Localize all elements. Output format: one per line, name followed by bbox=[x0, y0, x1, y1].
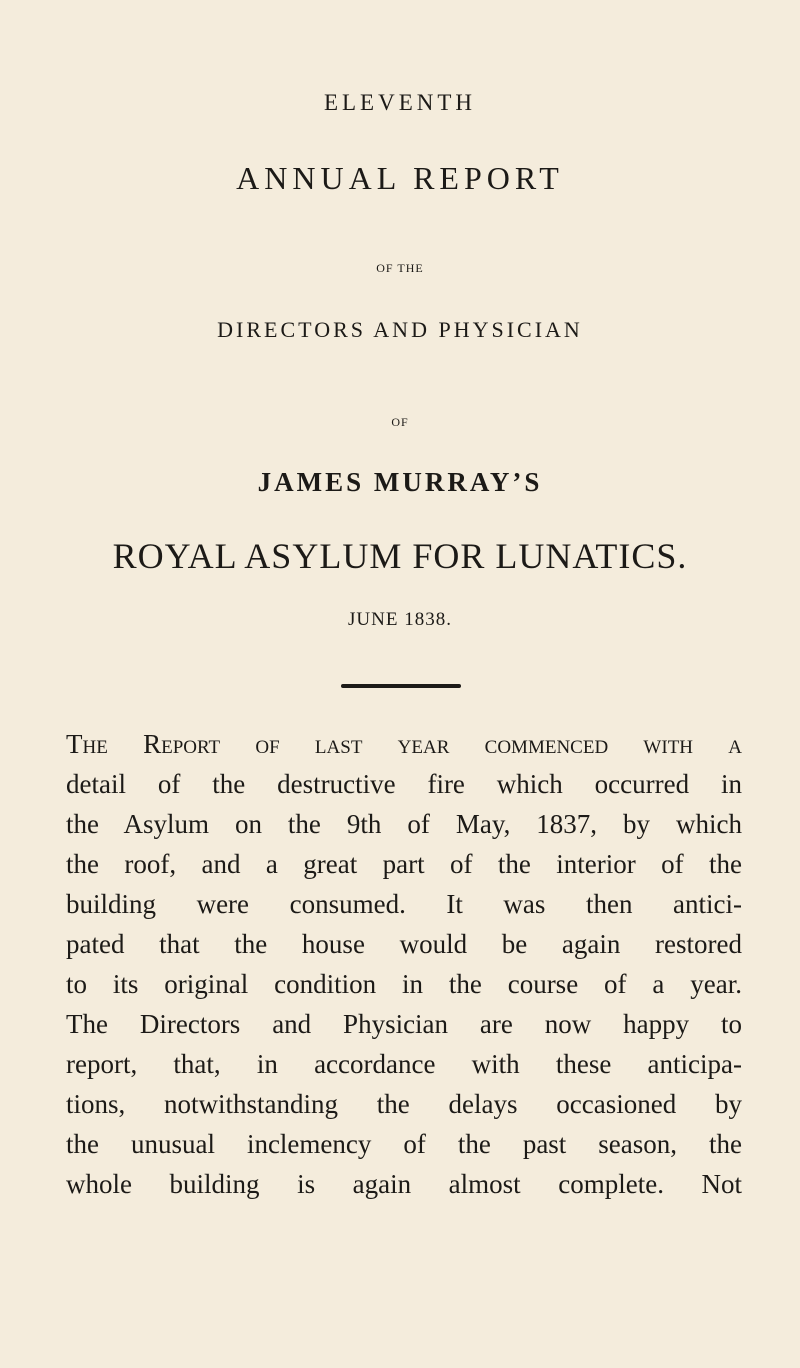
body-line: building were consumed. It was then antici- bbox=[66, 889, 742, 919]
title-authors: DIRECTORS AND PHYSICIAN bbox=[217, 317, 583, 342]
body-line: The Report of last year commenced with a bbox=[66, 729, 742, 759]
body-line: the roof, and a great part of the interior of the bbox=[66, 849, 742, 879]
divider-rule bbox=[341, 684, 461, 688]
body-line: report, that, in accordance with these anticipa- bbox=[66, 1049, 742, 1079]
body-line: detail of the destructive fire which occurred in bbox=[66, 769, 742, 799]
body-line: the unusual inclemency of the past season, the bbox=[66, 1129, 742, 1159]
title-ordinal: ELEVENTH bbox=[323, 90, 477, 115]
body-line: the Asylum on the 9th of May, 1837, by which bbox=[66, 809, 742, 839]
title-institution-type: ROYAL ASYLUM FOR LUNATICS. bbox=[112, 536, 688, 576]
body-line: tions, notwithstanding the delays occasioned by bbox=[66, 1089, 742, 1119]
body-line: The Directors and Physician are now happy to bbox=[66, 1009, 742, 1039]
body-line: whole building is again almost complete. Not bbox=[66, 1169, 742, 1199]
body-line: to its original condition in the course of a year. bbox=[66, 969, 742, 999]
title-of: OF bbox=[391, 415, 409, 429]
body-line: pated that the house would be again restored bbox=[66, 929, 742, 959]
title-date: JUNE 1838. bbox=[348, 609, 452, 630]
title-institution-name: JAMES MURRAY’S bbox=[257, 467, 543, 497]
body-paragraph bbox=[66, 724, 742, 1204]
title-report: ANNUAL REPORT bbox=[236, 160, 564, 196]
title-of-the: OF THE bbox=[376, 261, 424, 275]
